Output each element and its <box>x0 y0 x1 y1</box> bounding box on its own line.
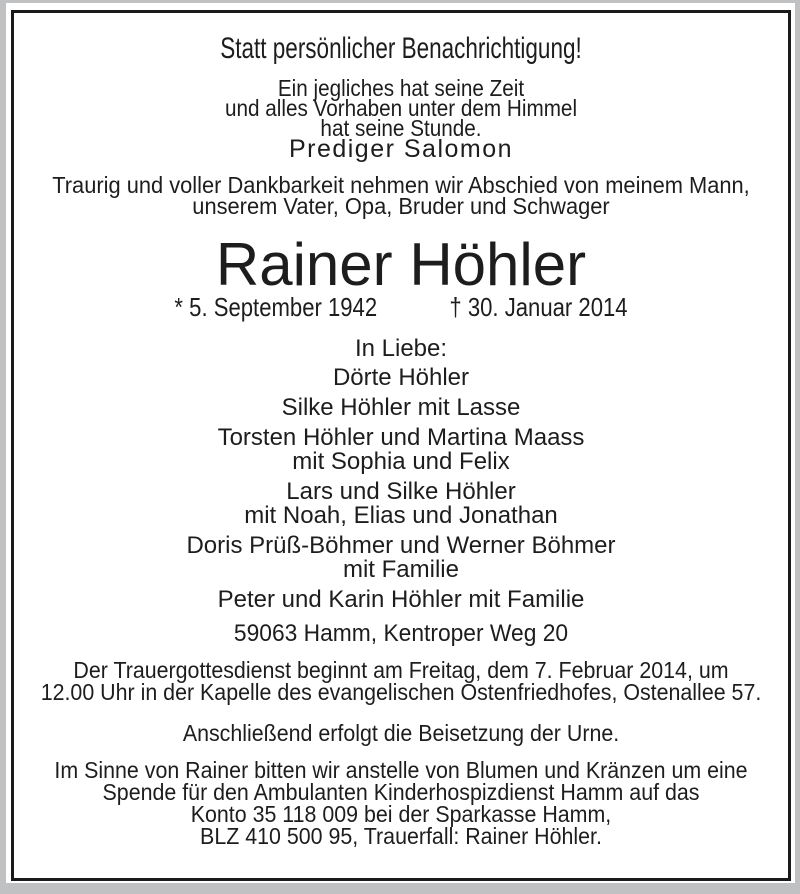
birth-date: * 5. September 1942 <box>174 292 378 322</box>
mourner-line: Torsten Höhler und Martina Maass <box>217 424 585 451</box>
mourner-line: Doris Prüß-Böhmer und Werner Böhmer <box>186 532 616 559</box>
mourner-line: Lars und Silke Höhler <box>286 478 516 505</box>
donation-info <box>11 759 791 847</box>
mourner-line: mit Sophia und Felix <box>292 448 510 475</box>
mourner-line: mit Familie <box>342 556 459 583</box>
donation-line: Konto 35 118 009 bei der Sparkasse Hamm, <box>190 801 612 827</box>
verse-line: hat seine Stunde. <box>320 115 482 141</box>
mourners-heading: In Liebe: <box>354 335 448 362</box>
verse-line: und alles Vorhaben unter dem Himmel <box>224 95 578 121</box>
mourner-entry <box>11 366 791 390</box>
notice-frame <box>11 10 791 881</box>
intro-line: Traurig und voller Dankbarkeit nehmen wir Abschied von meinem Mann, <box>52 172 750 198</box>
notice-content <box>11 32 791 849</box>
deceased-name: Rainer Höhler <box>215 231 587 298</box>
donation-line: Spende für den Ambulanten Kinderhospizdienst Hamm auf das <box>102 779 700 805</box>
service-info <box>11 659 791 703</box>
mourner-line: mit Noah, Elias und Jonathan <box>244 502 558 529</box>
notice-card <box>6 3 795 883</box>
service-line: 12.00 Uhr in der Kapelle des evangelischen Ostenfriedhofes, Ostenallee 57. <box>40 679 762 705</box>
verse-line: Ein jegliches hat seine Zeit <box>277 75 525 101</box>
donation-line: BLZ 410 500 95, Trauerfall: Rainer Höhler. <box>200 823 602 849</box>
verse-attribution: Prediger Salomon <box>288 135 514 163</box>
service-line: Der Trauergottesdienst beginnt am Freitag, dem 7. Februar 2014, um <box>73 657 729 683</box>
notice-header: Statt persönlicher Benachrichtigung! <box>220 32 582 65</box>
address-line: 59063 Hamm, Kentroper Weg 20 <box>233 620 569 647</box>
mourner-line: Silke Höhler mit Lasse <box>281 394 521 421</box>
death-date: † 30. Januar 2014 <box>449 292 628 322</box>
mourners-list <box>11 366 791 612</box>
mourner-entry <box>11 534 791 582</box>
mourner-line: Peter und Karin Höhler mit Familie <box>217 586 585 613</box>
intro <box>11 172 791 219</box>
life-dates <box>11 292 791 322</box>
intro-line: unserem Vater, Opa, Bruder und Schwager <box>192 193 610 219</box>
verse <box>11 75 791 141</box>
mourner-entry <box>11 396 791 420</box>
mourner-entry <box>11 426 791 474</box>
donation-line: Im Sinne von Rainer bitten wir anstelle von Blumen und Kränzen um eine <box>54 757 748 783</box>
mourner-entry <box>11 588 791 612</box>
mourner-entry <box>11 480 791 528</box>
mourner-line: Dörte Höhler <box>332 364 470 391</box>
urn-notice: Anschließend erfolgt die Beisetzung der Urne. <box>182 720 620 746</box>
